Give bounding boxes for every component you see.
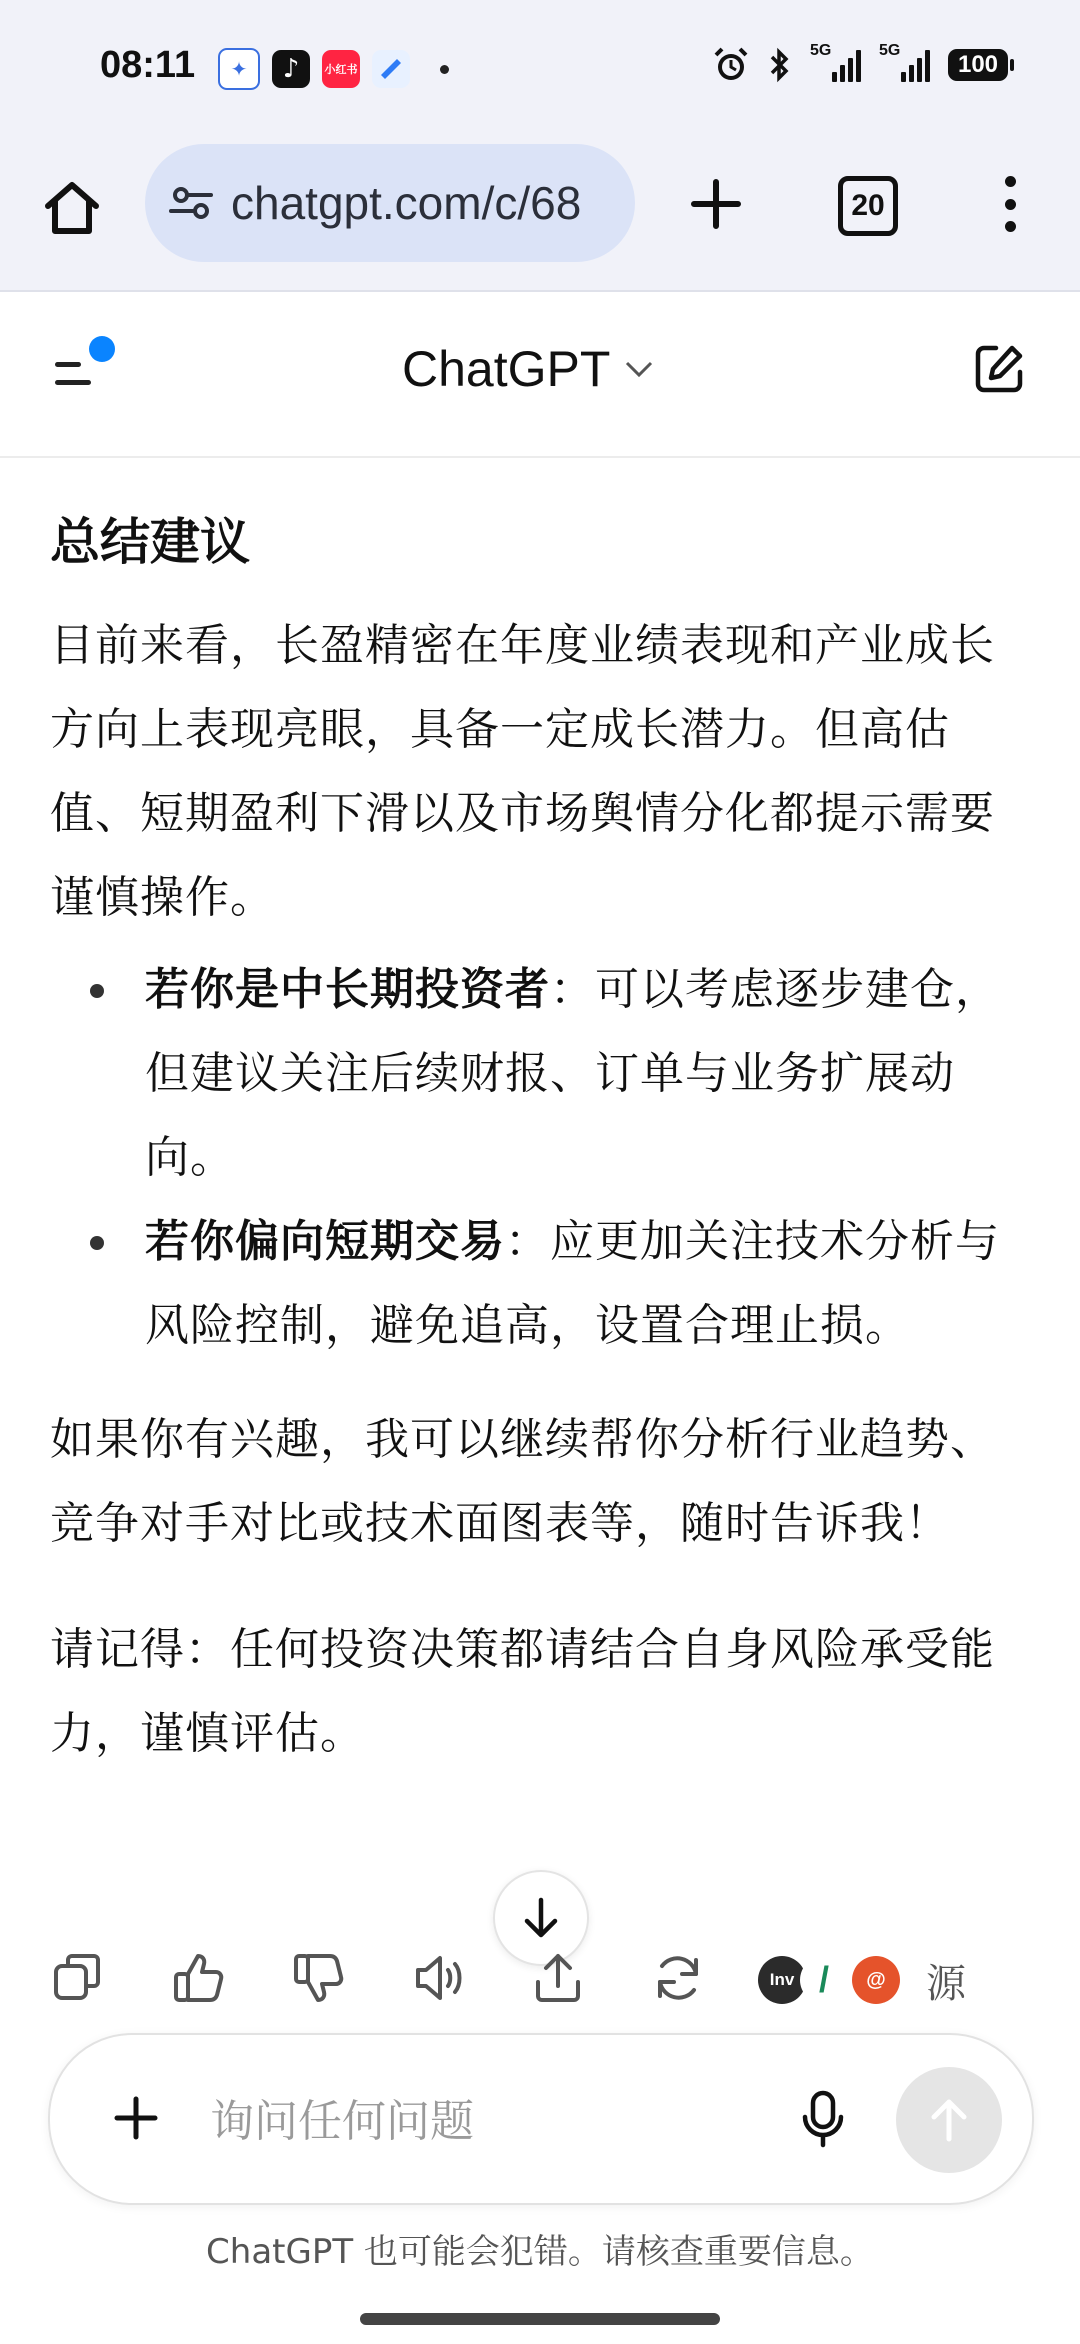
browser-menu-icon[interactable] xyxy=(998,176,1022,232)
arrow-down-icon xyxy=(517,1894,565,1942)
microphone-icon[interactable] xyxy=(795,2087,851,2151)
cell-signal-2 xyxy=(879,42,930,82)
attach-plus-icon[interactable] xyxy=(105,2087,167,2149)
xiaohongshu-app-icon: 小红书 xyxy=(322,50,360,88)
notification-badge xyxy=(89,336,115,362)
new-chat-edit-icon[interactable] xyxy=(970,340,1028,398)
source-badge-investing: Inv xyxy=(758,1956,806,2004)
list-item xyxy=(50,1200,1010,1368)
battery-indicator: 100 xyxy=(948,49,1008,81)
address-bar[interactable] xyxy=(145,144,635,262)
system-status xyxy=(712,42,1008,84)
section-heading: 总结建议 xyxy=(50,513,250,571)
notification-icons xyxy=(218,48,449,90)
thumbs-up-icon[interactable] xyxy=(170,1950,226,2006)
source-badge-eastmoney: @ xyxy=(852,1956,900,2004)
url-text[interactable]: chatgpt.com/c/68 xyxy=(231,177,582,229)
site-settings-icon[interactable] xyxy=(167,179,215,227)
status-bar xyxy=(0,0,1080,140)
sources-label: 源 xyxy=(926,1960,966,2007)
list-item-text: ：应更加关注技术分析与风险控制，避免追高，设置合理止损。 xyxy=(145,1216,1000,1351)
message-paragraph: 请记得：任何投资决策都请结合自身风险承受能力，谨慎评估。 xyxy=(50,1624,995,1759)
browser-toolbar xyxy=(0,140,1080,292)
chevron-down-icon xyxy=(624,359,654,379)
more-notifications-dot xyxy=(440,65,449,74)
sources-button[interactable] xyxy=(758,1950,966,2010)
share-icon[interactable] xyxy=(530,1950,586,2006)
list-item-bold: 若你偏向短期交易 xyxy=(145,1216,505,1267)
list-item-text: ：可以考虑逐步建仓，但建议关注后续财报、订单与业务扩展动向。 xyxy=(145,964,1000,1183)
alarm-icon xyxy=(712,46,750,84)
gesture-home-indicator[interactable] xyxy=(360,2313,720,2325)
message-paragraph: 目前来看，长盈精密在年度业绩表现和产业成长方向上表现亮眼，具备一定成长潜力。但高估值、短期盈利下滑以及市场舆情分化都提示需要谨慎操作。 xyxy=(50,620,995,923)
baidu-app-icon: ✦ xyxy=(218,48,260,90)
list-item xyxy=(50,948,1010,1200)
arrow-up-icon xyxy=(924,2095,974,2145)
assistant-message xyxy=(50,500,1030,1776)
source-badge-slash: / xyxy=(800,1956,848,2004)
bluetooth-icon xyxy=(768,46,792,84)
regenerate-icon[interactable] xyxy=(650,1950,706,2006)
disclaimer-text: ChatGPT 也可能会犯错。请核查重要信息。 xyxy=(206,2232,874,2272)
home-icon[interactable] xyxy=(40,176,104,240)
network-type-label: 5G xyxy=(879,42,901,59)
status-time: 08:11 xyxy=(100,44,196,86)
new-tab-plus-icon[interactable] xyxy=(688,176,744,232)
cell-signal-1 xyxy=(810,42,861,82)
tiktok-app-icon: ♪ xyxy=(272,50,310,88)
feishu-app-icon xyxy=(372,50,410,88)
tab-switcher-button[interactable]: 20 xyxy=(838,176,898,236)
list-item-bold: 若你是中长期投资者 xyxy=(145,964,550,1015)
read-aloud-icon[interactable] xyxy=(410,1950,466,2006)
chat-header xyxy=(0,292,1080,458)
composer xyxy=(48,2033,1034,2205)
message-actions xyxy=(50,1950,1030,2020)
message-paragraph: 如果你有兴趣，我可以继续帮你分析行业趋势、竞争对手对比或技术面图表等，随时告诉我！ xyxy=(50,1414,995,1549)
copy-icon[interactable] xyxy=(50,1950,106,2006)
network-type-label: 5G xyxy=(810,42,832,59)
model-selector[interactable] xyxy=(402,340,654,398)
bullet-list xyxy=(50,948,1030,1368)
sidebar-menu-button[interactable] xyxy=(55,352,105,392)
message-input[interactable] xyxy=(208,2085,772,2157)
model-title: ChatGPT xyxy=(402,341,611,397)
thumbs-down-icon[interactable] xyxy=(290,1950,346,2006)
send-button[interactable] xyxy=(896,2067,1002,2173)
